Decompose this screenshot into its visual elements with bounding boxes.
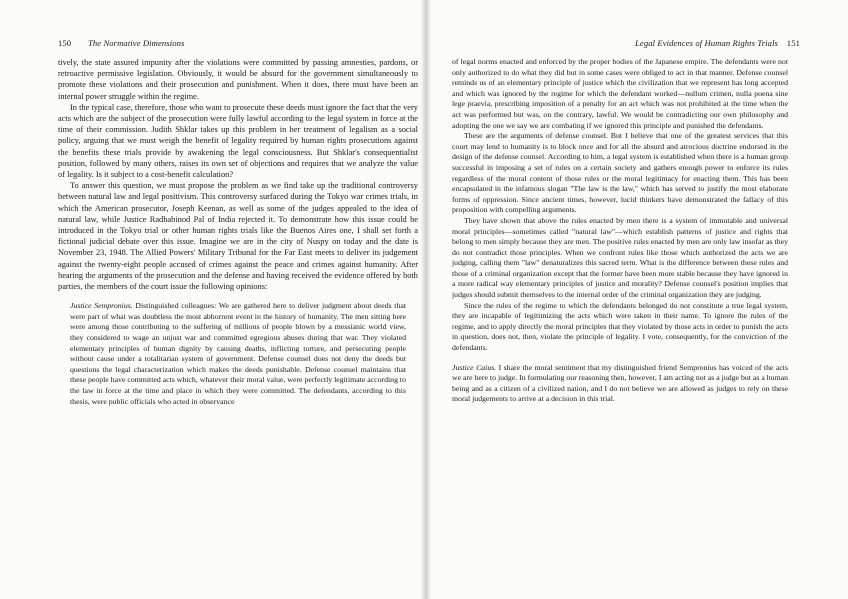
quote-text: Distinguished colleagues: We are gathered here to deliver judgment about deeds that were part of what was doubtless the most abhorrent event in the history of humanity. The men sitting here were among those contributing to the suffering of millions of people blown by a messianic world view, they considered to wage an unjust war and committed egregious abuses during that war. They violated elementary principles of human dignity by causing deaths, inflicting torture, and persecuting people without cause under a totalitarian system of government. Defense counsel does not deny the deeds but questions the legal characterization which makes the deeds punishable. Defense counsel maintains that these people have committed acts which, whatever their moral value, were perfectly legitimate according to the law in force at the time and place in which they were committed. The defendants, according to this thesis, were public officials who acted in observance [70,301,406,406]
left-running-title: The Normative Dimensions [88,38,185,48]
speaker-name: Justice Caius. [452,362,497,372]
speaker-name: Justice Sempronius. [70,301,133,311]
block-quote-paragraph: They have shown that above the rules enacted by men there is a system of immutable and universal moral principles—sometimes called "natural law"—which establish patterns of justice and rights that belong to men simply because they are men. The positive rules enacted by men are only law insofar as they do not contradict those principles. When we confront rules like those which authorized the acts we are judging, calling them "law" denaturalizes this sacred term. What is the difference between these rules and those of a criminal organization except that the former have been more stable because they have ignored in a more radical way elementary principles of justice and morality? Defense counsel's position implies that judges should submit themselves to the internal order of the criminal organization they are judging. [452,215,788,300]
block-quote-paragraph: These are the arguments of defense counsel. But I believe that one of the greatest services that this court may lend to humanity is to block once and for all the absurd and atrocious doctrine endorsed in the design of the defense counsel. According to him, a legal system is established when there is a human group successful in imposing a set of rules on a certain society and gathers enough power to enforce its rules regardless of the moral content of those rules or the moral legitimacy for enacting them. This has been encapsulated in the infamous slogan "The law is the law," which has served to justify the most elaborate forms of oppression. Since ancient times, however, lucid thinkers have demonstrated the fallacy of this proposition with compelling arguments. [452,131,788,215]
right-page-number: 151 [786,38,800,48]
paragraph: tively, the state assured impunity after the violations were committed by passing amnesties, pardons, or retroactive permissive legislation. Obviously, it would be absurd for the government simultaneously to promote these violations and their prosecution and punishment. When it does, there must have been an internal power struggle within the regime. [58,58,418,101]
left-page-number: 150 [58,38,72,48]
block-quote-paragraph: Since the rules of the regime to which the defendants belonged do not constitute a true legal system, they are incapable of legitimizing the acts which were taken in their name. To ignore the rules of the regime, and to apply directly the moral principles that they violated by those acts in order to punish the acts in question, does not, then, violate the principle of legality. I vote, consequently, for the conviction of the defendants. [452,300,788,353]
book-gutter [420,0,432,599]
block-quote [70,301,406,407]
right-page-text [440,57,800,405]
right-page [440,0,800,599]
left-page [58,0,418,599]
right-running-head [440,38,800,52]
paragraph: To answer this question, we must propose the problem as we find take up the traditional controversy between natural law and legal positivism. This controversy surfaced during the Tokyo war crimes trials, in which the American prosecutor, Joseph Keenan, as well as some of the judges appealed to the idea of natural law, while Justice Radhabinod Pal of India rejected it. To demonstrate how this issue could be introduced in the Tokyo trial or other human rights trials like the Buenos Aires one, I shall set forth a fictional judicial debate over this issue. Imagine we are in the city of Nuspy on today and the date is November 23, 1948. The Allied Powers' Military Tribunal for the Far East meets to deliver its judgement against the twenty-eight people accused of crimes against the peace and crimes against humanity. After hearing the arguments of the prosecution and the defense and having received the evidence offered by both parties, the members of the court issue the following opinions: [58,181,418,292]
right-running-title: Legal Evidences of Human Rights Trials [635,38,778,48]
paragraph: In the typical case, therefore, those who want to prosecute these deeds must ignore the fact that the very acts which are the subject of the prosecution were fully lawful according to the legal system in force at the time of their commission. Judith Shklar takes up this problem in her treatment of legalism as a social policy, arguing that we must weigh the benefit of legality required by human rights prosecutions against the benefits these trials provide by awakening the legal consciousness. But Shklar's consequentialist position, followed by many others, raises its own set of objections and requires that we analyze the value of legality. Is it subject to a cost-benefit calculation? [58,102,418,180]
left-page-text [58,57,418,407]
quote-text: I share the moral sentiment that my distinguished friend Sempronius has voiced of the acts we are here to judge. In formulating our reasoning then, however, I am acting not as a judge but as a human being and as a citizen of a civilized nation, and I do not believe we are allowed as judges to rely on these moral judgements to arrive at a decision in this trial. [452,362,788,404]
block-quote-continued: of legal norms enacted and enforced by the proper bodies of the Japanese empire. The defendants were not only authorized to do what they did but in some cases were obliged to act in that manner. Defense counsel reminds us of an elementary principle of justice which the civilization that we represent has long accepted and which was ignored by the regime for which the defendant worked—nullum crimen, nulla poena sine lege praevia, prescribing imposition of a penalty for an act which was not prohibited at the time when the act was performed but was, on the contrary, lawful. We would be contradicting our own philosophy and adopting the one we say we are combating if we ignored this principle and punished the defendants. [452,57,788,130]
block-quote [452,363,788,405]
left-running-head [58,38,418,52]
